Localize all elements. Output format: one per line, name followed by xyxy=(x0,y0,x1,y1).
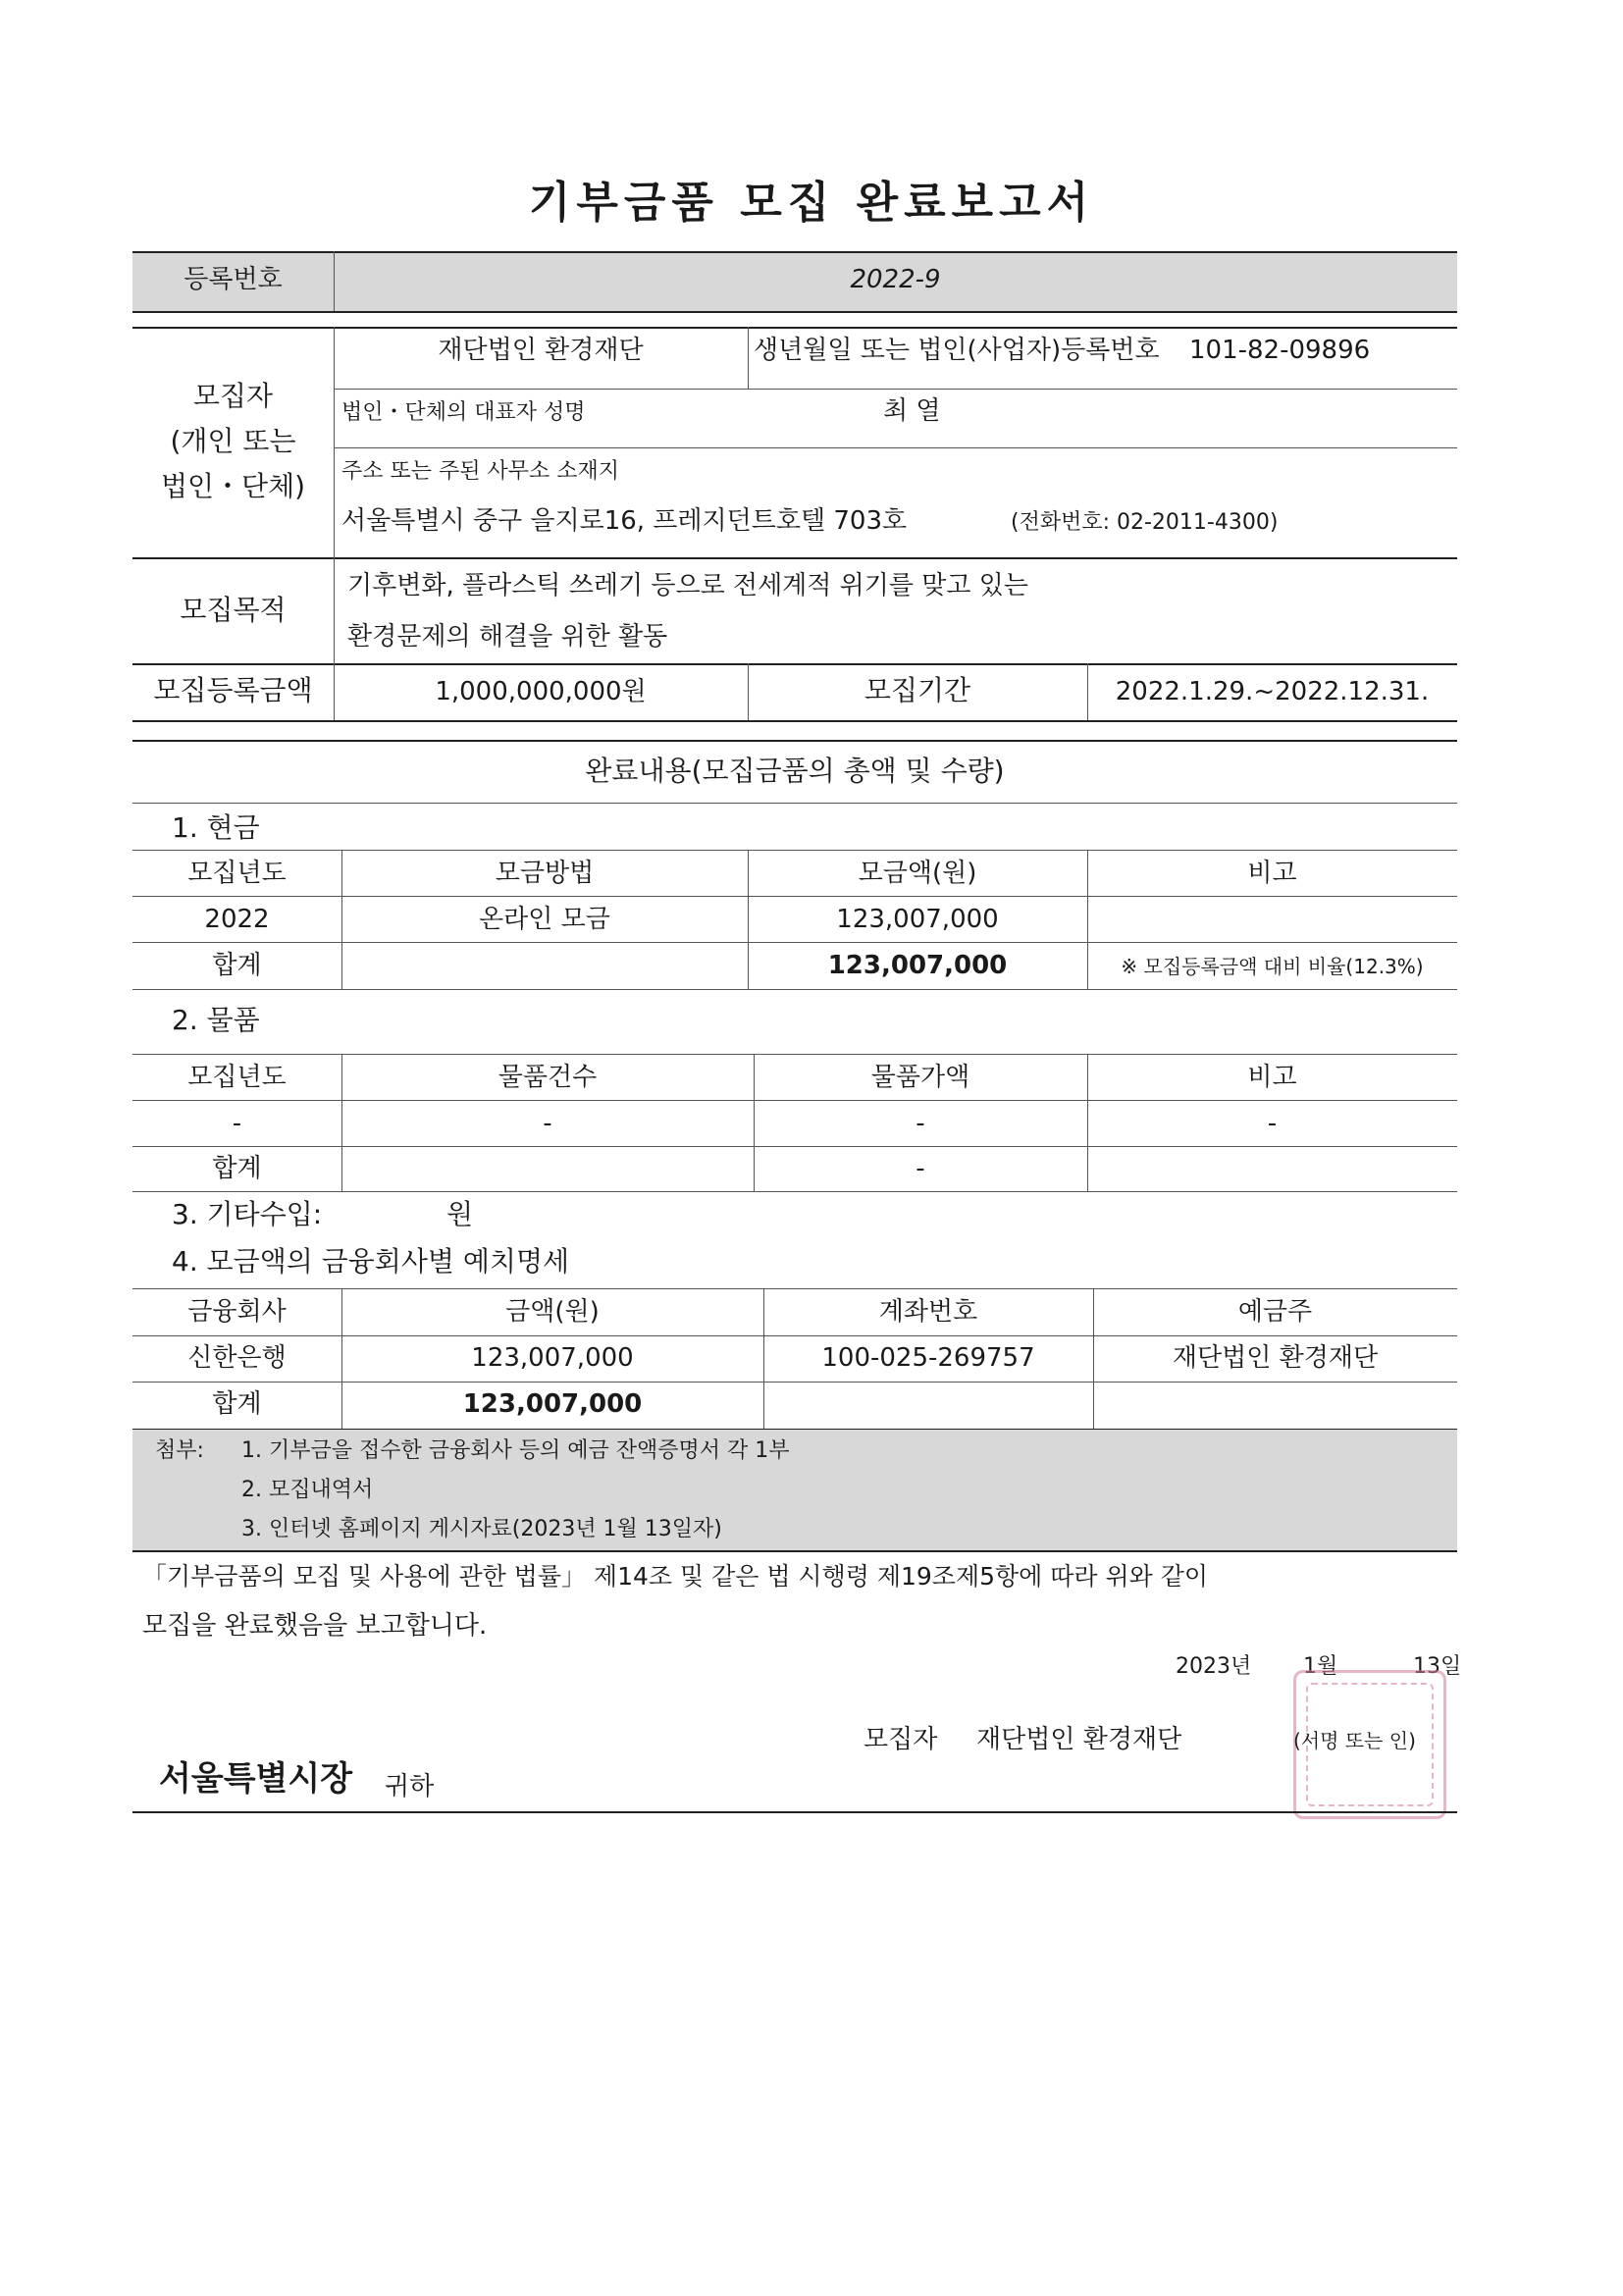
attachment-item-3: 3. 인터넷 홈페이지 게시자료(2023년 1월 13일자) xyxy=(241,1517,722,1541)
attachment-item-1: 1. 기부금을 접수한 금융회사 등의 예금 잔액증명서 각 1부 xyxy=(241,1438,790,1463)
attachments-label: 첨부: xyxy=(155,1438,204,1463)
date-year: 2023년 xyxy=(1176,1654,1252,1679)
recruiter-row-line-2 xyxy=(334,447,1457,448)
cash-row-amount: 123,007,000 xyxy=(836,905,999,934)
goods-header-value: 물품가액 xyxy=(870,1063,970,1092)
goods-header-year: 모집년도 xyxy=(187,1063,287,1092)
table-top-border xyxy=(132,251,1457,253)
attachments-bottom-border xyxy=(132,1550,1457,1552)
cash-table-bottom xyxy=(132,989,1457,990)
cash-table-top xyxy=(132,850,1457,851)
completion-top-border xyxy=(132,740,1457,742)
date-month: 1월 xyxy=(1303,1654,1338,1679)
recruiter-row-line-1 xyxy=(334,389,1457,390)
statement-line-1: 「기부금품의 모집 및 사용에 관한 법률」 제14조 및 같은 법 시행령 제19조제5항에 따라 위와 같이 xyxy=(142,1562,1209,1591)
goods-total-value: - xyxy=(916,1154,925,1183)
goods-header-note: 비고 xyxy=(1247,1063,1297,1092)
cash-header-year: 모집년도 xyxy=(187,859,287,888)
deposits-header-amount: 금액(원) xyxy=(505,1297,600,1327)
cash-header-note: 비고 xyxy=(1247,859,1297,888)
recipient-honorific: 귀하 xyxy=(385,1772,435,1801)
deposits-line-2 xyxy=(132,1382,1457,1383)
goods-line-1 xyxy=(132,1100,1457,1101)
registration-label: 등록번호 xyxy=(183,265,283,294)
cash-line-1 xyxy=(132,896,1457,897)
target-period: 2022.1.29.~2022.12.31. xyxy=(1115,677,1430,706)
deposits-total-label: 합계 xyxy=(212,1389,262,1419)
target-bottom-border xyxy=(132,720,1457,722)
recruiter-label-2: (개인 또는 xyxy=(170,425,296,457)
cash-header-amount: 모금액(원) xyxy=(858,859,977,888)
signature-name: 재단법인 환경재단 xyxy=(976,1725,1182,1754)
target-top-border xyxy=(132,663,1457,665)
goods-table-top xyxy=(132,1054,1457,1055)
signature-note: (서명 또는 인) xyxy=(1293,1729,1416,1752)
deposits-row-account: 100-025-269757 xyxy=(821,1343,1035,1373)
deposits-line-1 xyxy=(132,1335,1457,1336)
cash-heading: 1. 현금 xyxy=(172,811,260,844)
purpose-line-2: 환경문제의 해결을 위한 활동 xyxy=(347,622,668,652)
registration-value: 2022-9 xyxy=(850,265,941,294)
recruiter-reg-label: 생년월일 또는 법인(사업자)등록번호 xyxy=(754,336,1160,365)
recruiter-top-border xyxy=(132,327,1457,329)
goods-line-2 xyxy=(132,1146,1457,1147)
statement-line-2: 모집을 완료했음을 보고합니다. xyxy=(142,1611,488,1641)
goods-row-year: - xyxy=(232,1109,242,1138)
goods-header-count: 물품건수 xyxy=(497,1063,598,1092)
deposits-row-holder: 재단법인 환경재단 xyxy=(1172,1343,1379,1373)
cash-row-method: 온라인 모금 xyxy=(479,905,610,934)
document-bottom-border xyxy=(132,1811,1457,1813)
recruiter-label-3: 법인・단체) xyxy=(160,470,306,502)
deposits-row-amount: 123,007,000 xyxy=(471,1343,634,1373)
target-amount: 1,000,000,000원 xyxy=(435,677,647,706)
registration-bottom-border xyxy=(132,311,1457,313)
recruiter-name-divider xyxy=(748,327,749,389)
address-value: 서울특별시 중구 을지로16, 프레지던트호텔 703호 xyxy=(341,506,908,536)
target-period-label: 모집기간 xyxy=(864,674,971,706)
deposits-heading: 4. 모금액의 금융회사별 예치명세 xyxy=(172,1245,570,1278)
purpose-label: 모집목적 xyxy=(180,594,287,626)
purpose-divider xyxy=(334,557,335,663)
goods-table-bottom xyxy=(132,1191,1457,1192)
deposits-header-holder: 예금주 xyxy=(1237,1297,1313,1327)
other-income-heading: 3. 기타수입: xyxy=(172,1198,323,1230)
deposits-header-bank: 금융회사 xyxy=(187,1297,287,1327)
cash-total-amount: 123,007,000 xyxy=(827,951,1008,980)
deposits-header-account: 계좌번호 xyxy=(878,1297,978,1327)
deposits-table-top xyxy=(132,1288,1457,1289)
cash-total-label: 합계 xyxy=(212,951,262,980)
document-title: 기부금품 모집 완료보고서 xyxy=(528,178,1095,228)
goods-row-count: - xyxy=(543,1109,552,1138)
goods-total-label: 합계 xyxy=(212,1154,262,1183)
other-income-unit: 원 xyxy=(446,1198,474,1230)
recruiter-label-1: 모집자 xyxy=(192,380,274,412)
phone-number: (전화번호: 02-2011-4300) xyxy=(1011,510,1279,535)
goods-row-note: - xyxy=(1267,1109,1278,1138)
deposits-row-bank: 신한은행 xyxy=(187,1343,287,1373)
address-label: 주소 또는 주된 사무소 소재지 xyxy=(341,459,619,484)
recruiter-name: 재단법인 환경재단 xyxy=(438,336,644,365)
date-day: 13일 xyxy=(1413,1654,1462,1679)
deposits-total-amount: 123,007,000 xyxy=(462,1389,643,1419)
cash-total-ratio-note: ※ 모집등록금액 대비 비율(12.3%) xyxy=(1121,955,1424,978)
recipient-name: 서울특별시장 xyxy=(159,1759,353,1799)
completion-header: 완료내용(모집금품의 총액 및 수량) xyxy=(585,755,1005,787)
cash-row-year: 2022 xyxy=(204,905,270,934)
goods-row-value: - xyxy=(916,1109,925,1138)
signature-label: 모집자 xyxy=(864,1725,938,1754)
attachment-item-2: 2. 모집내역서 xyxy=(241,1478,374,1502)
completion-bottom-line xyxy=(132,803,1457,804)
recruiter-reg-number: 101-82-09896 xyxy=(1189,336,1371,365)
representative-label: 법인・단체의 대표자 성명 xyxy=(341,400,586,425)
goods-heading: 2. 물품 xyxy=(172,1004,260,1036)
cash-line-2 xyxy=(132,942,1457,943)
purpose-top-border xyxy=(132,557,1457,559)
target-amount-label: 모집등록금액 xyxy=(153,674,313,706)
cash-header-method: 모금방법 xyxy=(495,859,595,888)
purpose-line-1: 기후변화, 플라스틱 쓰레기 등으로 전세계적 위기를 맞고 있는 xyxy=(347,571,1029,600)
representative-name: 최 열 xyxy=(883,396,941,426)
